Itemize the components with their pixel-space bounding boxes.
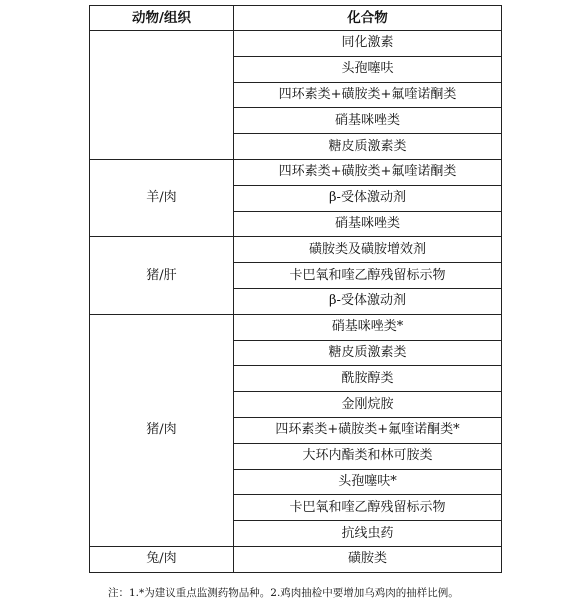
table-row (90, 237, 502, 263)
compound-cell: 四环素类+磺胺类+氟喹诺酮类* (234, 417, 502, 443)
compound-cell: 酰胺醇类 (234, 366, 502, 392)
compound-cell: 糖皮质激素类 (234, 134, 502, 160)
header-animal: 动物/组织 (90, 6, 234, 31)
compound-cell: 硝基咪唑类 (234, 108, 502, 134)
compound-cell: 硝基咪唑类* (234, 314, 502, 340)
table-row (90, 159, 502, 185)
compound-cell: 四环素类+磺胺类+氟喹诺酮类 (234, 82, 502, 108)
table-row (90, 31, 502, 57)
compound-cell: 抗线虫药 (234, 521, 502, 547)
compound-cell: 大环内酯类和林可胺类 (234, 443, 502, 469)
animal-tissue-cell: 羊/肉 (90, 159, 234, 236)
compound-cell: 头孢噻呋 (234, 56, 502, 82)
compound-cell: 金刚烷胺 (234, 392, 502, 418)
animal-tissue-cell (90, 31, 234, 160)
compound-cell: 头孢噻呋* (234, 469, 502, 495)
compound-cell: 卡巴氧和喹乙醇残留标示物 (234, 263, 502, 289)
header-row (90, 6, 502, 31)
compound-cell: β-受体激动剂 (234, 288, 502, 314)
table-row (90, 546, 502, 572)
footnote: 注：1.*为建议重点监测药物品种。2.鸡肉抽检中要增加乌鸡肉的抽样比例。 (108, 587, 459, 599)
animal-tissue-cell: 猪/肉 (90, 314, 234, 546)
compound-table (89, 5, 502, 573)
table-row (90, 314, 502, 340)
animal-tissue-cell: 猪/肝 (90, 237, 234, 314)
animal-tissue-cell: 兔/肉 (90, 546, 234, 572)
compound-cell: 糖皮质激素类 (234, 340, 502, 366)
compound-cell: 磺胺类 (234, 546, 502, 572)
compound-cell: 硝基咪唑类 (234, 211, 502, 237)
compound-cell: 同化激素 (234, 31, 502, 57)
compound-cell: 磺胺类及磺胺增效剂 (234, 237, 502, 263)
compound-cell: 四环素类+磺胺类+氟喹诺酮类 (234, 159, 502, 185)
compound-cell: 卡巴氧和喹乙醇残留标示物 (234, 495, 502, 521)
header-compound: 化合物 (234, 6, 502, 31)
compound-cell: β-受体激动剂 (234, 185, 502, 211)
